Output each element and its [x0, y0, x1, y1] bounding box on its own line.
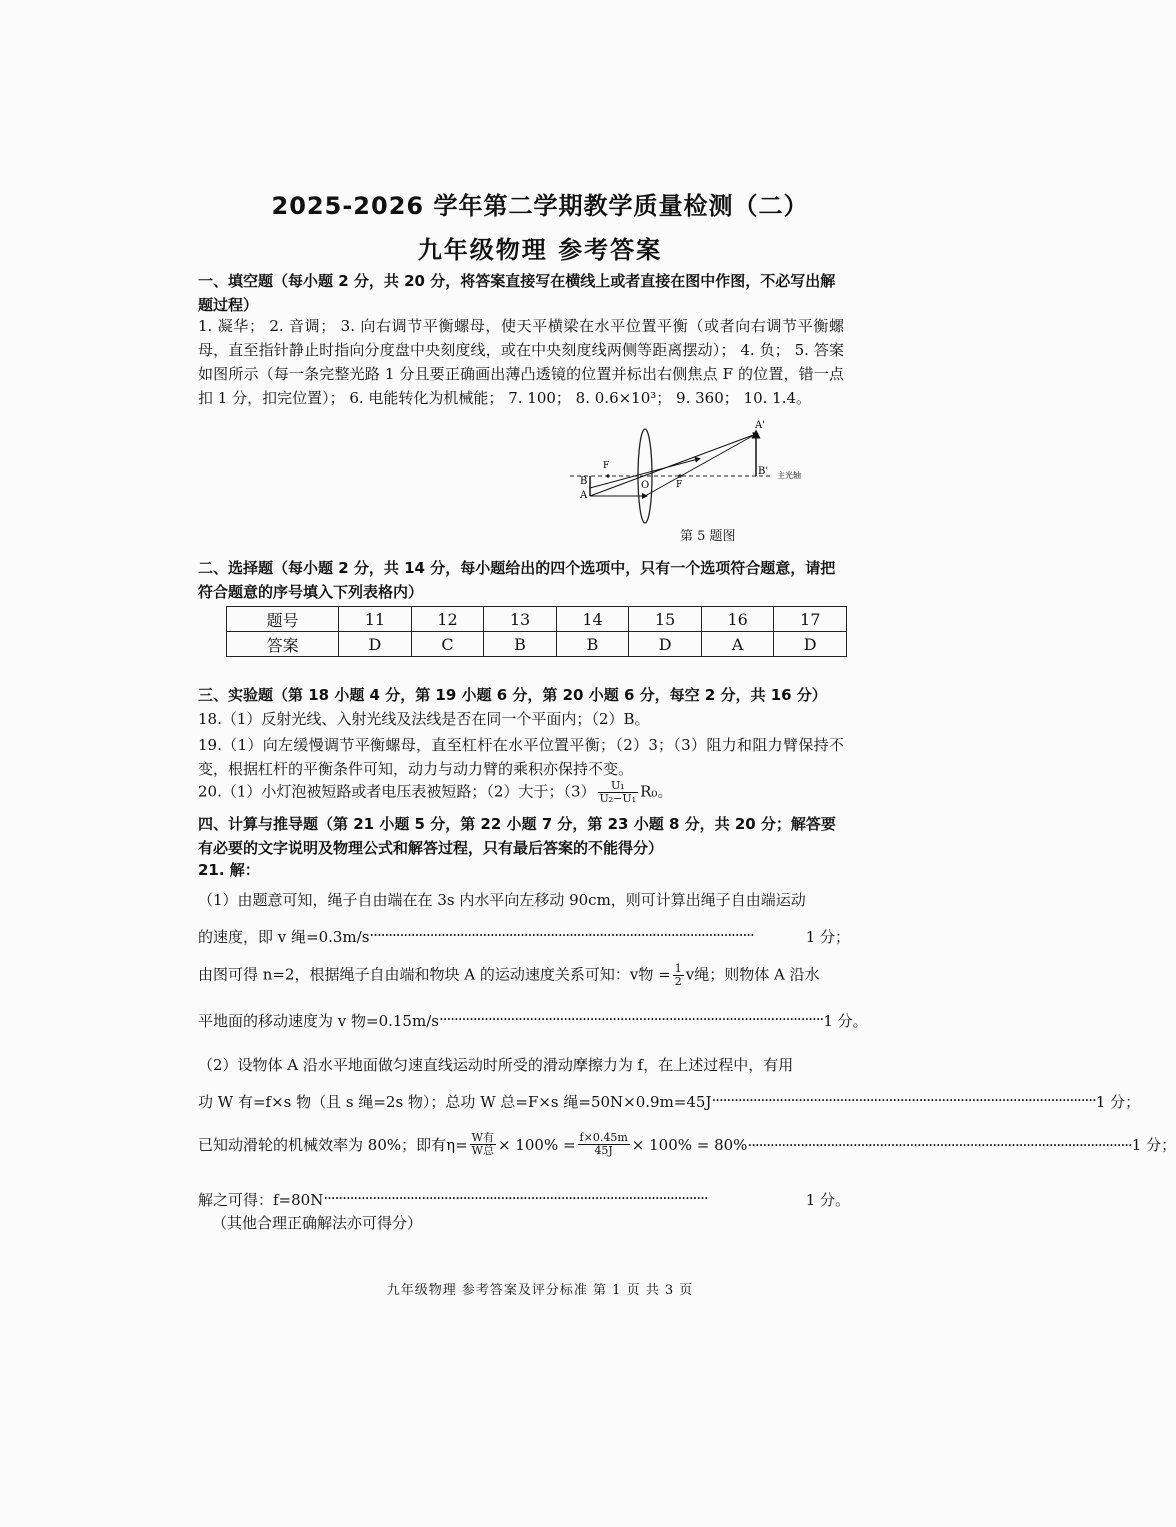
table-cell: 13	[484, 607, 557, 632]
q19-answer: 19.（1）向左缓慢调节平衡螺母，直至杠杆在水平位置平衡；（2）3；（3）阻力和阻力臂保持不变，根据杠杆的平衡条件可知，动力与动力臂的乘积亦保持不变。	[198, 736, 844, 778]
q21-line4	[198, 1010, 868, 1031]
q21-line7-text-c: × 100% = 80%	[631, 1135, 748, 1154]
table-cell: 14	[556, 607, 629, 632]
table-cell: D	[774, 632, 847, 657]
q21-line7-text-b: × 100% =	[497, 1135, 576, 1154]
q21-line8-text: 解之可得：f=80N	[198, 1191, 324, 1209]
q21-line4-score: 1 分。	[823, 1012, 868, 1030]
q21-line2	[198, 926, 850, 947]
table-cell: 16	[701, 607, 774, 632]
leader-dots: ······································································································	[369, 926, 754, 944]
table-cell: 17	[774, 607, 847, 632]
q21-line2-text: 的速度，即 v 绳=0.3m/s	[198, 928, 370, 946]
table-row	[227, 607, 847, 632]
ray-refracted	[645, 434, 756, 496]
q21-line3-text-a: 由图可得 n=2，根据绳子自由端和物块 A 的运动速度关系可知：v物 =	[198, 965, 671, 984]
q21-line5: （2）设物体 A 沿水平地面做匀速直线运动时所受的滑动摩擦力为 f，在上述过程中，有用	[198, 1056, 794, 1074]
answer-table	[226, 606, 847, 657]
section1-heading: 一、填空题（每小题 2 分，共 20 分，将答案直接写在横线上或者直接在图中作图，不必写出解题过程）	[198, 272, 836, 314]
q21-line3	[198, 963, 850, 988]
substitution-fraction	[578, 1132, 630, 1157]
q21-line7-text-a: 已知动滑轮的机械效率为 80%；即有η=	[198, 1136, 468, 1154]
q18-answer: 18.（1）反射光线、入射光线及法线是否在同一个平面内；（2）B。	[198, 710, 650, 728]
q20-denominator: U₂−U₁	[599, 792, 637, 805]
page-title: 2025-2026 学年第二学期教学质量检测（二）	[271, 192, 809, 220]
q21-line2-score: 1 分；	[805, 928, 850, 946]
efficiency-numerator: W有	[471, 1131, 494, 1144]
label-B-prime: B'	[758, 466, 769, 477]
table-cell: 题号	[227, 607, 339, 632]
label-B: B	[580, 476, 588, 487]
leader-dots: ······································································································	[323, 1189, 708, 1207]
page-footer: 九年级物理 参考答案及评分标准 第 1 页 共 3 页	[386, 1283, 694, 1298]
page-subtitle: 九年级物理 参考答案	[417, 236, 663, 264]
focal-point-right	[678, 474, 681, 477]
half-fraction	[673, 963, 684, 988]
label-A-prime: A'	[755, 420, 765, 431]
leader-dots: ······································································································	[438, 1010, 824, 1028]
figure5-caption: 第 5 题图	[680, 529, 736, 544]
q21-line6-score: 1 分；	[1095, 1093, 1141, 1111]
q20-answer	[198, 780, 850, 805]
q21-line6	[198, 1091, 1141, 1112]
label-F-right: F	[676, 480, 683, 490]
q20-fraction	[598, 780, 639, 805]
efficiency-denominator: W总	[471, 1144, 494, 1157]
table-cell: B	[484, 632, 557, 657]
q21-line7	[198, 1131, 1176, 1157]
section2-heading: 二、选择题（每小题 2 分，共 14 分，每小题给出的四个选项中，只有一个选项符合题意，请把符合题意的序号填入下列表格内）	[198, 559, 836, 601]
substitution-denominator: 45J	[594, 1144, 613, 1157]
q21-line6-text: 功 W 有=f×s 物（且 s 绳=2s 物）；总功 W 总=F×s 绳=50N×0.9m=45J	[198, 1093, 712, 1111]
q21-label: 21. 解：	[198, 861, 260, 879]
q20-tail: R₀。	[640, 782, 673, 801]
table-cell: A	[701, 632, 774, 657]
ray-center	[590, 434, 756, 496]
focal-point-left	[606, 474, 609, 477]
q21-note: （其他合理正确解法亦可得分）	[212, 1214, 423, 1232]
table-row	[227, 632, 847, 657]
q21-line8-score: 1 分。	[805, 1191, 850, 1209]
leader-dots: ······································································································	[747, 1135, 1132, 1154]
table-cell: D	[629, 632, 702, 657]
label-F-left: F	[603, 461, 610, 471]
q20-text: 20.（1）小灯泡被短路或者电压表被短路；（2）大于；（3）	[198, 782, 596, 801]
label-principal-axis: 主光轴	[777, 471, 801, 480]
table-cell: 15	[629, 607, 702, 632]
efficiency-fraction	[470, 1132, 496, 1157]
table-cell: 11	[339, 607, 412, 632]
table-cell: D	[339, 632, 412, 657]
label-O: O	[641, 480, 650, 491]
q21-line3-text-b: v绳；则物体 A 沿水	[685, 965, 820, 984]
half-denominator: 2	[674, 975, 682, 988]
label-A: A	[580, 490, 588, 501]
q21-line1: （1）由题意可知，绳子自由端在在 3s 内水平向左移动 90cm，则可计算出绳子自由端运动	[198, 891, 806, 909]
q21-line4-text: 平地面的移动速度为 v 物=0.15m/s	[198, 1012, 439, 1030]
table-cell: C	[411, 632, 484, 657]
substitution-numerator: f×0.45m	[579, 1131, 628, 1144]
half-numerator: 1	[674, 962, 682, 975]
table-cell: 12	[411, 607, 484, 632]
q21-line7-score: 1 分；	[1131, 1136, 1176, 1154]
table-cell: 答案	[227, 632, 339, 657]
section3-heading: 三、实验题（第 18 小题 4 分，第 19 小题 6 分，第 20 小题 6 分，每空 2 分，共 16 分）	[198, 686, 827, 704]
leader-dots: ······································································································	[711, 1091, 1096, 1109]
lens-ray-diagram	[568, 418, 818, 526]
section1-answers: 1. 凝华； 2. 音调； 3. 向右调节平衡螺母，使天平横梁在水平位置平衡（或者向右调节平衡螺母，直至指针静止时指向分度盘中央刻度线，或在中央刻度线两侧等距离摆动）； 4. 负； 5. 答案如图所示（每一条完整光路 1 分且要正确画出薄凸透镜的位置并标出右侧焦点 F 的位置，错一点扣 1 分，扣完位置）； 6. 电能转化为机械能； 7. 100； 8. 0.6×10³； 9. 360； 10. 1.4。	[198, 317, 844, 407]
q21-line8	[198, 1189, 850, 1210]
table-cell: B	[556, 632, 629, 657]
q20-numerator: U₁	[598, 780, 639, 793]
section4-heading: 四、计算与推导题（第 21 小题 5 分，第 22 小题 7 分，第 23 小题 8 分，共 20 分；解答要有必要的文字说明及物理公式和解答过程，只有最后答案的不能得分）	[198, 815, 836, 857]
